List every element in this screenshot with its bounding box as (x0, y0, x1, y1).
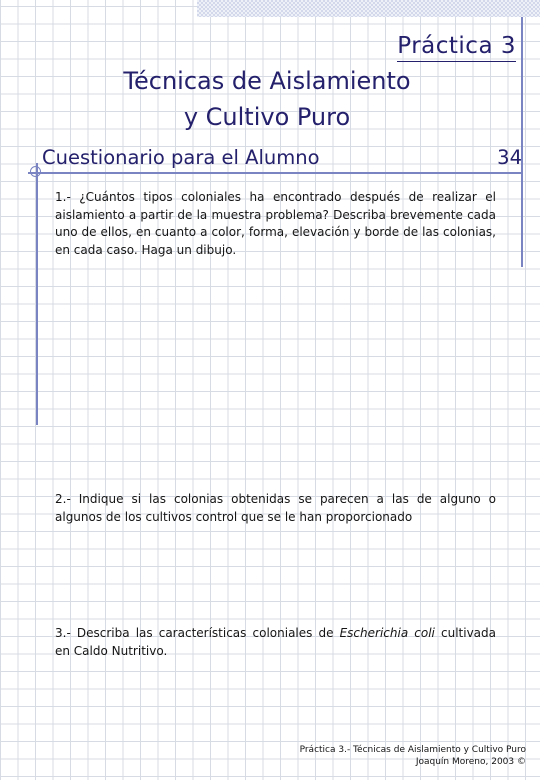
corner-decoration (197, 0, 540, 17)
page-number: 34 (497, 146, 522, 169)
question-1: 1.- ¿Cuántos tipos coloniales ha encontrado después de realizar el aislamiento a partir de la muestra problema? Describa brevemente cada uno de ellos, en cuanto a color, forma, elevación y borde de las colonias, en cada caso. Haga un dibujo. (55, 190, 496, 257)
footer (300, 744, 526, 768)
footer-author: Joaquín Moreno, 2003 © (415, 757, 526, 767)
margin-line-right (521, 17, 523, 267)
question-3-text-after: cultivada en Caldo Nutritivo. (55, 626, 496, 658)
section-rule (28, 172, 522, 174)
page-title-line2: y Cultivo Puro (183, 103, 351, 131)
practice-label: Práctica 3 (397, 31, 516, 62)
margin-line-left (36, 163, 38, 425)
species-name: Escherichia coli (339, 626, 435, 640)
footer-title: Práctica 3.- Técnicas de Aislamiento y Cultivo Puro (299, 745, 526, 755)
question-2: 2.- Indique si las colonias obtenidas se parecen a las de alguno o algunos de los cultivos control que se le han proporcionado (55, 492, 496, 524)
question-3 (55, 625, 496, 660)
question-3-text-before: 3.- Describa las características coloniales de (55, 626, 340, 640)
crosshair-circle-icon (30, 166, 41, 177)
page-title-line1: Técnicas de Aislamiento (123, 67, 411, 95)
section-heading: Cuestionario para el Alumno (42, 146, 320, 169)
